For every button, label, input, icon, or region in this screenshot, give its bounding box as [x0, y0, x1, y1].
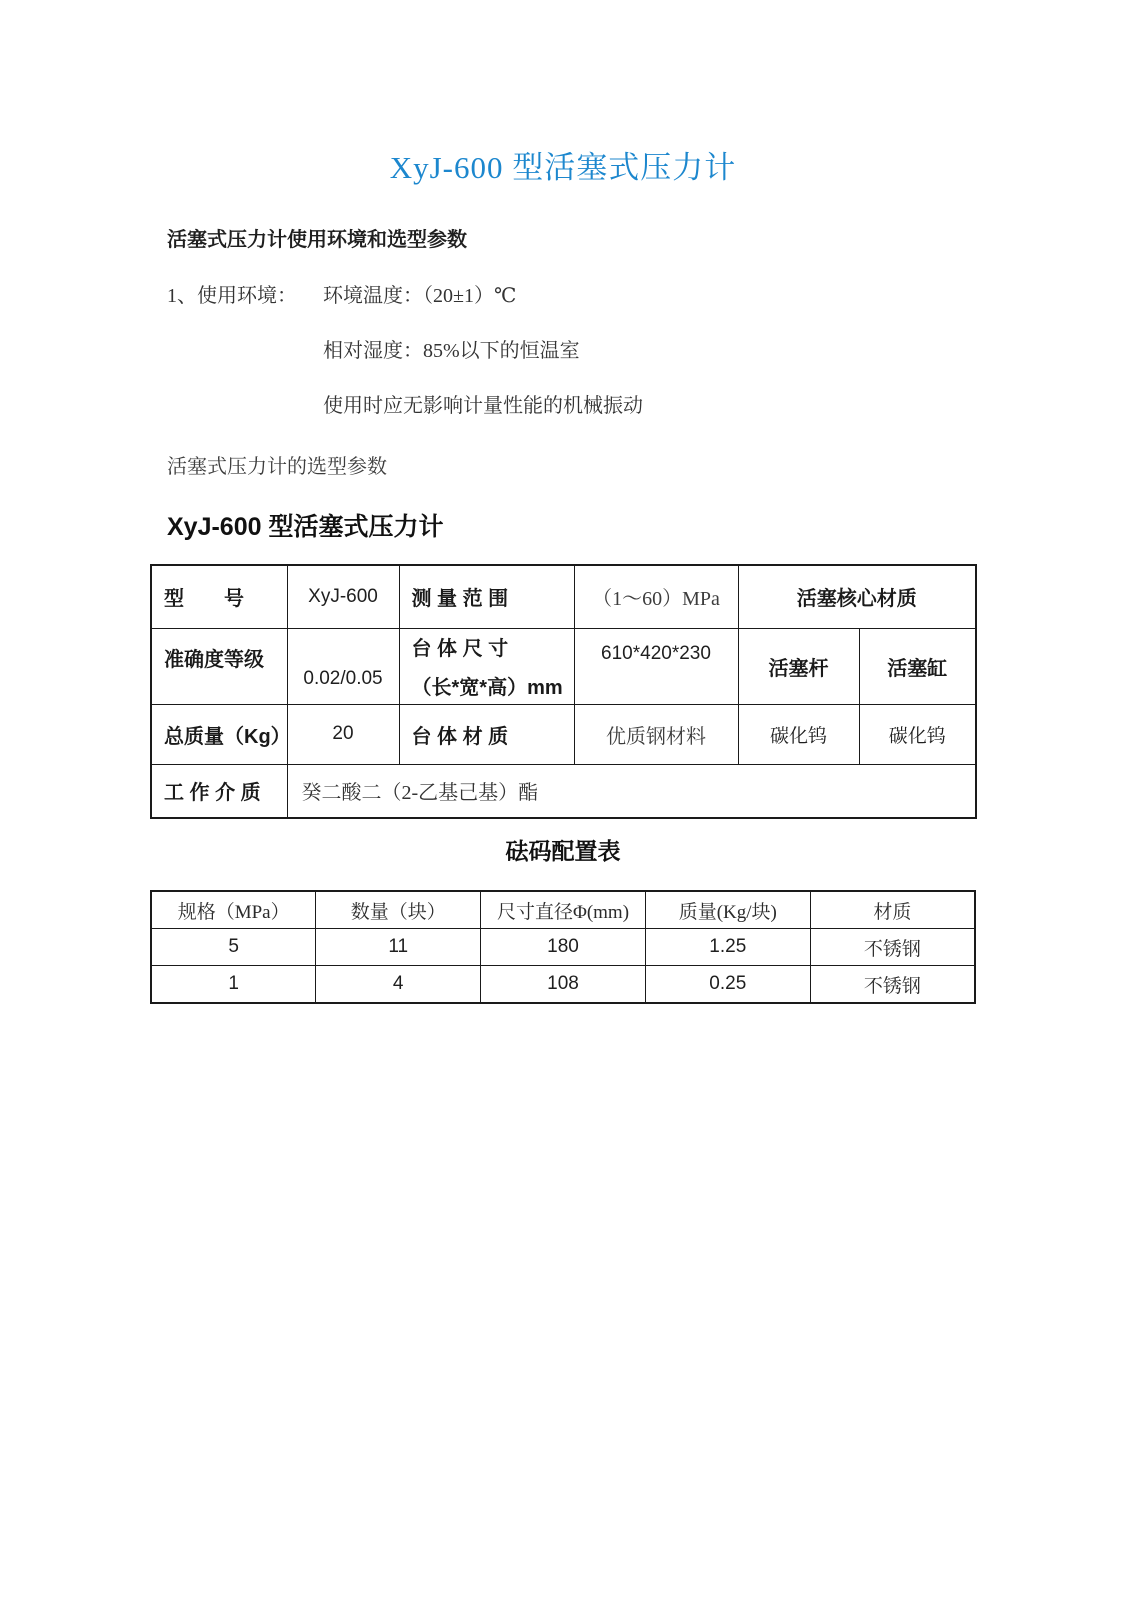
- table-size-label: 台 体 尺 寸 （长*宽*高）mm: [399, 628, 574, 704]
- col-diameter: 尺寸直径Φ(mm): [481, 891, 646, 929]
- accuracy-label: 准确度等级: [151, 628, 287, 704]
- intro-heading: 活塞式压力计使用环境和选型参数: [167, 229, 467, 251]
- env-vibration: 使用时应无影响计量性能的机械振动: [323, 395, 643, 417]
- table-material-label: 台 体 材 质: [399, 704, 574, 764]
- model-label: 型 号: [151, 565, 287, 628]
- spec-table: [150, 564, 977, 819]
- weights-row-1: [151, 929, 975, 966]
- range-value: （1～60）MPa: [574, 565, 738, 628]
- spec-row-medium: [151, 764, 976, 818]
- table-material-value: 优质钢材料: [574, 704, 738, 764]
- model-value: XyJ-600: [287, 565, 399, 628]
- spec-section-heading: XyJ-600 型活塞式压力计: [167, 513, 444, 541]
- weights-table-heading: 砝码配置表: [505, 838, 621, 864]
- spec-value: 5: [151, 929, 316, 966]
- table-size-value: 610*420*230: [574, 628, 738, 704]
- weights-table: [150, 890, 976, 1004]
- quantity-value: 4: [316, 966, 481, 1004]
- spec-row-accuracy: [151, 628, 976, 704]
- spec-row-model: [151, 565, 976, 628]
- col-material: 材质: [810, 891, 975, 929]
- col-spec-mpa: 规格（MPa）: [151, 891, 316, 929]
- col-mass-per-piece: 质量(Kg/块): [645, 891, 810, 929]
- document-content: [150, 0, 976, 1004]
- weights-row-2: [151, 966, 975, 1004]
- mass-value: 0.25: [645, 966, 810, 1004]
- env-label: 1、使用环境：: [167, 285, 297, 307]
- total-mass-value: 20: [287, 704, 399, 764]
- quantity-value: 11: [316, 929, 481, 966]
- material-value: 不锈钢: [810, 929, 975, 966]
- total-mass-label: 总质量（Kg）: [151, 704, 287, 764]
- piston-core-material-label: 活塞核心材质: [738, 565, 976, 628]
- diameter-value: 108: [481, 966, 646, 1004]
- piston-cylinder-material: 碳化钨: [859, 704, 976, 764]
- env-conditions-line: [167, 285, 976, 307]
- spec-value: 1: [151, 966, 316, 1004]
- piston-rod-material: 碳化钨: [738, 704, 859, 764]
- mass-value: 1.25: [645, 929, 810, 966]
- selection-parameters-note: 活塞式压力计的选型参数: [167, 456, 387, 478]
- piston-cylinder-label: 活塞缸: [859, 628, 976, 704]
- working-medium-label: 工 作 介 质: [151, 764, 287, 818]
- env-temperature: 环境温度：（20±1）℃: [323, 285, 517, 307]
- accuracy-value: 0.02/0.05: [287, 628, 399, 704]
- env-humidity: 相对湿度：85%以下的恒温室: [323, 340, 580, 362]
- spec-row-mass: [151, 704, 976, 764]
- piston-rod-label: 活塞杆: [738, 628, 859, 704]
- page-title: XyJ-600 型活塞式压力计: [389, 150, 737, 185]
- range-label: 测 量 范 围: [399, 565, 574, 628]
- weights-header-row: [151, 891, 975, 929]
- material-value: 不锈钢: [810, 966, 975, 1004]
- col-quantity: 数量（块）: [316, 891, 481, 929]
- diameter-value: 180: [481, 929, 646, 966]
- working-medium-value: 癸二酸二（2-乙基己基）酯: [287, 764, 976, 818]
